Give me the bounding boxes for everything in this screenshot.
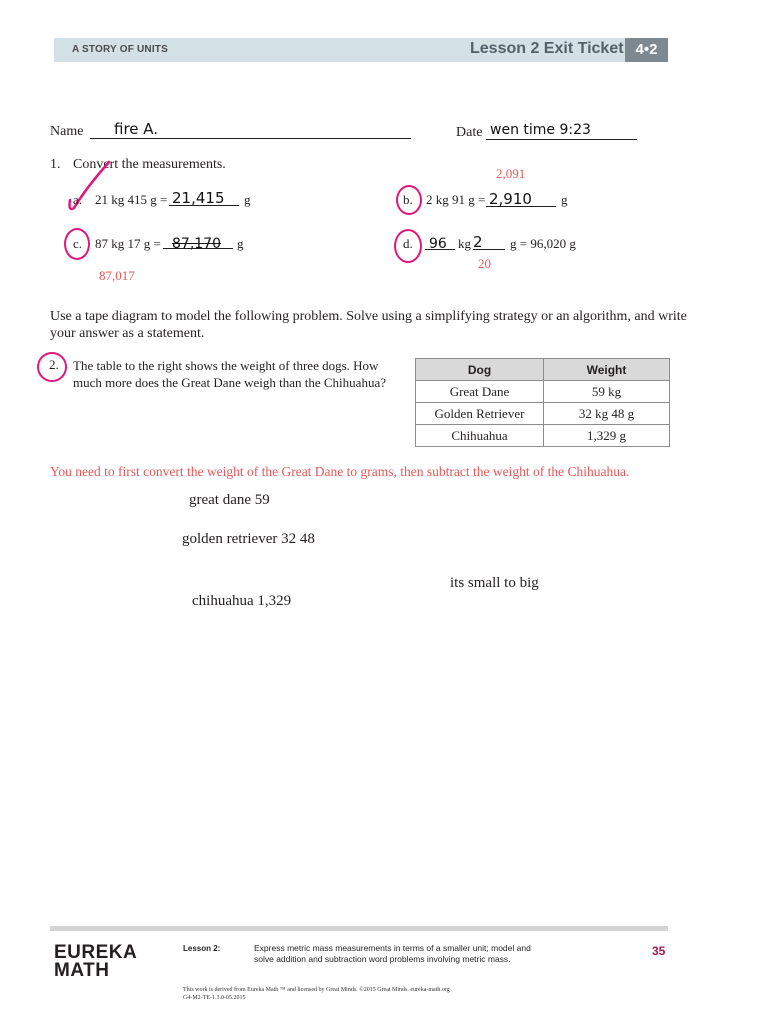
q1d-letter: d. (403, 236, 413, 251)
q2-number: 2. (49, 357, 59, 372)
footer-lesson-label: Lesson 2: (183, 944, 221, 953)
q1d-answer-kg[interactable]: 96 (429, 236, 447, 252)
name-value[interactable]: fire A. (114, 120, 159, 138)
footer-description: Express metric mass measurements in terms of a smaller unit; model and solve addition and subtraction word problems involving metric mass. (254, 943, 531, 964)
student-work-line-2: golden retriever 32 48 (182, 531, 315, 547)
student-work-note: its small to big (450, 575, 539, 591)
table-cell: 59 kg (544, 381, 670, 403)
q1a-unit: g (244, 192, 251, 207)
table-cell: Chihuahua (416, 425, 544, 447)
table-row (416, 381, 670, 403)
q1d-rest: g = 96,020 g (510, 236, 576, 251)
name-label: Name (50, 124, 84, 139)
instructions: Use a tape diagram to model the following problem. Solve using a simplifying strategy or an algorithm, and write your answer as a statement. (50, 309, 687, 341)
table-header-weight: Weight (544, 359, 670, 381)
eureka-math-logo (54, 944, 137, 980)
q1b-unit: g (561, 192, 568, 207)
date-label: Date (456, 125, 483, 140)
logo-line-1: EUREKA (54, 942, 138, 963)
q1a-expression: 21 kg 415 g = (95, 192, 168, 207)
q1b-letter: b. (403, 192, 413, 207)
q2-prompt: The table to the right shows the weight of three dogs. How much more does the Great Dane weigh than the Chihuahua? (73, 358, 386, 390)
q1b-answer[interactable]: 2,910 (489, 190, 532, 208)
lesson-title: Lesson 2 Exit Ticket (470, 40, 624, 57)
q1c-expression: 87 kg 17 g = (95, 236, 161, 251)
table-row (416, 425, 670, 447)
q1c-unit: g (237, 236, 244, 251)
student-work-line-3: chihuahua 1,329 (192, 593, 292, 609)
q1c-answer[interactable]: 87,170 (172, 236, 221, 252)
q1a-answer[interactable]: 21,415 (172, 189, 225, 207)
q1c-correction: 87,017 (99, 268, 135, 283)
logo-line-2: MATH (54, 960, 110, 981)
document-code: G4-M2-TE-1.3.0-05.2015 (183, 995, 246, 1001)
q1d-correction: 20 (478, 256, 491, 271)
table-cell: Golden Retriever (416, 403, 544, 425)
q1d-answer-g[interactable]: 2 (473, 233, 483, 251)
table-cell: Great Dane (416, 381, 544, 403)
q1b-expression: 2 kg 91 g = (426, 192, 486, 207)
q1d-kg-label: kg (458, 236, 471, 251)
footer-rule (50, 926, 668, 931)
table-header-dog: Dog (416, 359, 544, 381)
table-cell: 32 kg 48 g (544, 403, 670, 425)
footer-license (183, 986, 450, 1002)
license-text: This work is derived from Eureka Math ™ and licensed by Great Minds. ©2015 Great Minds. eureka-math.org (183, 987, 450, 993)
student-work-line-1: great dane 59 (189, 492, 270, 508)
name-line (90, 138, 411, 139)
q1c-letter: c. (73, 236, 83, 251)
q1-number: 1. (50, 157, 61, 172)
q1b-correction: 2,091 (496, 166, 526, 181)
module-badge: 4•2 (625, 38, 668, 62)
teacher-feedback: You need to first convert the weight of the Great Dane to grams, then subtract the weight of the Chihuahua. (50, 464, 630, 479)
page-number: 35 (652, 944, 666, 958)
q1a-letter: a. (73, 192, 83, 207)
table-cell: 1,329 g (544, 425, 670, 447)
table-row (416, 403, 670, 425)
date-value[interactable]: wen time 9:23 (490, 122, 591, 138)
dog-weight-table (415, 358, 670, 447)
date-line (486, 139, 637, 140)
series-title: A STORY OF UNITS (72, 44, 168, 55)
q1-prompt: Convert the measurements. (73, 157, 226, 172)
